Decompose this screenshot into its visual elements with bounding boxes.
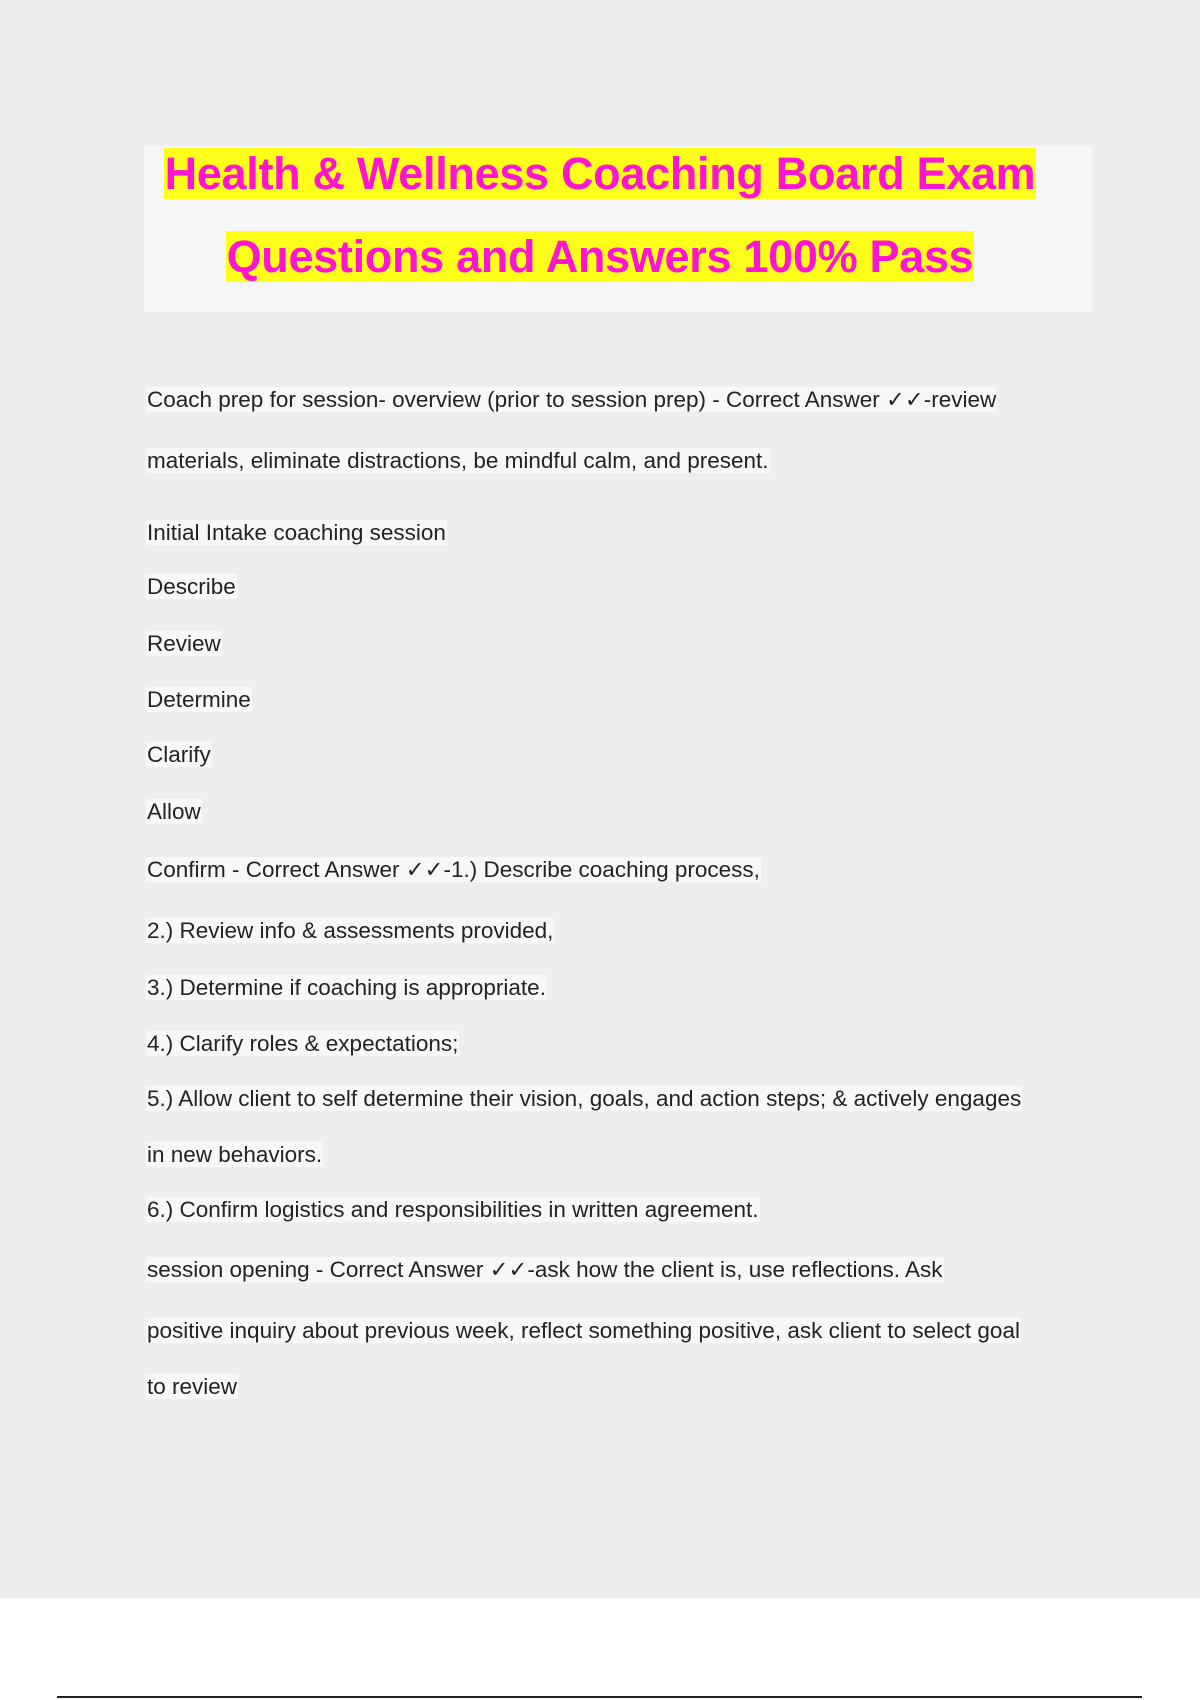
body-line-text: in new behaviors. bbox=[147, 1142, 323, 1167]
document-title-line-1 bbox=[0, 146, 1200, 202]
body-line-text: to review bbox=[147, 1374, 238, 1399]
body-line bbox=[146, 1085, 1022, 1113]
body-line bbox=[146, 573, 237, 601]
body-line bbox=[146, 1030, 459, 1058]
body-line bbox=[146, 1256, 944, 1284]
body-line-text: Determine bbox=[147, 687, 251, 712]
bottom-divider bbox=[57, 1696, 1142, 1698]
document-title-line-2 bbox=[0, 229, 1200, 285]
body-line bbox=[146, 447, 770, 475]
body-line bbox=[146, 1317, 1021, 1345]
title-line-2-text: Questions and Answers 100% Pass bbox=[226, 231, 974, 282]
title-line-1-text: Health & Wellness Coaching Board Exam bbox=[164, 148, 1036, 199]
body-line bbox=[146, 1141, 323, 1169]
body-line-text: 4.) Clarify roles & expectations; bbox=[147, 1031, 459, 1056]
body-line-text: 5.) Allow client to self determine their vision, goals, and action steps; & actively engages bbox=[147, 1086, 1022, 1111]
body-line bbox=[146, 1373, 238, 1401]
body-line-text: 2.) Review info & assessments provided, bbox=[147, 918, 554, 943]
body-line bbox=[146, 519, 447, 547]
body-line bbox=[146, 974, 547, 1002]
body-line bbox=[146, 1196, 760, 1224]
body-line-text: Confirm - Correct Answer ✓✓-1.) Describe coaching process, bbox=[147, 857, 760, 882]
body-line bbox=[146, 917, 554, 945]
body-line bbox=[146, 856, 761, 884]
body-line-text: Allow bbox=[147, 799, 201, 824]
body-line-text: materials, eliminate distractions, be mindful calm, and present. bbox=[147, 448, 769, 473]
body-line bbox=[146, 386, 997, 414]
body-line-text: session opening - Correct Answer ✓✓-ask how the client is, use reflections. Ask bbox=[147, 1257, 943, 1282]
body-line bbox=[146, 741, 212, 769]
body-line-text: 6.) Confirm logistics and responsibilities in written agreement. bbox=[147, 1197, 759, 1222]
body-line-text: Describe bbox=[147, 574, 236, 599]
body-line-text: Clarify bbox=[147, 742, 211, 767]
body-line-text: Initial Intake coaching session bbox=[147, 520, 446, 545]
body-line bbox=[146, 798, 202, 826]
body-line bbox=[146, 686, 252, 714]
body-line-text: Coach prep for session- overview (prior to session prep) - Correct Answer ✓✓-review bbox=[147, 387, 997, 412]
body-line-text: 3.) Determine if coaching is appropriate. bbox=[147, 975, 546, 1000]
body-line-text: positive inquiry about previous week, reflect something positive, ask client to select goal bbox=[147, 1318, 1020, 1343]
body-line-text: Review bbox=[147, 631, 221, 656]
body-line bbox=[146, 630, 222, 658]
